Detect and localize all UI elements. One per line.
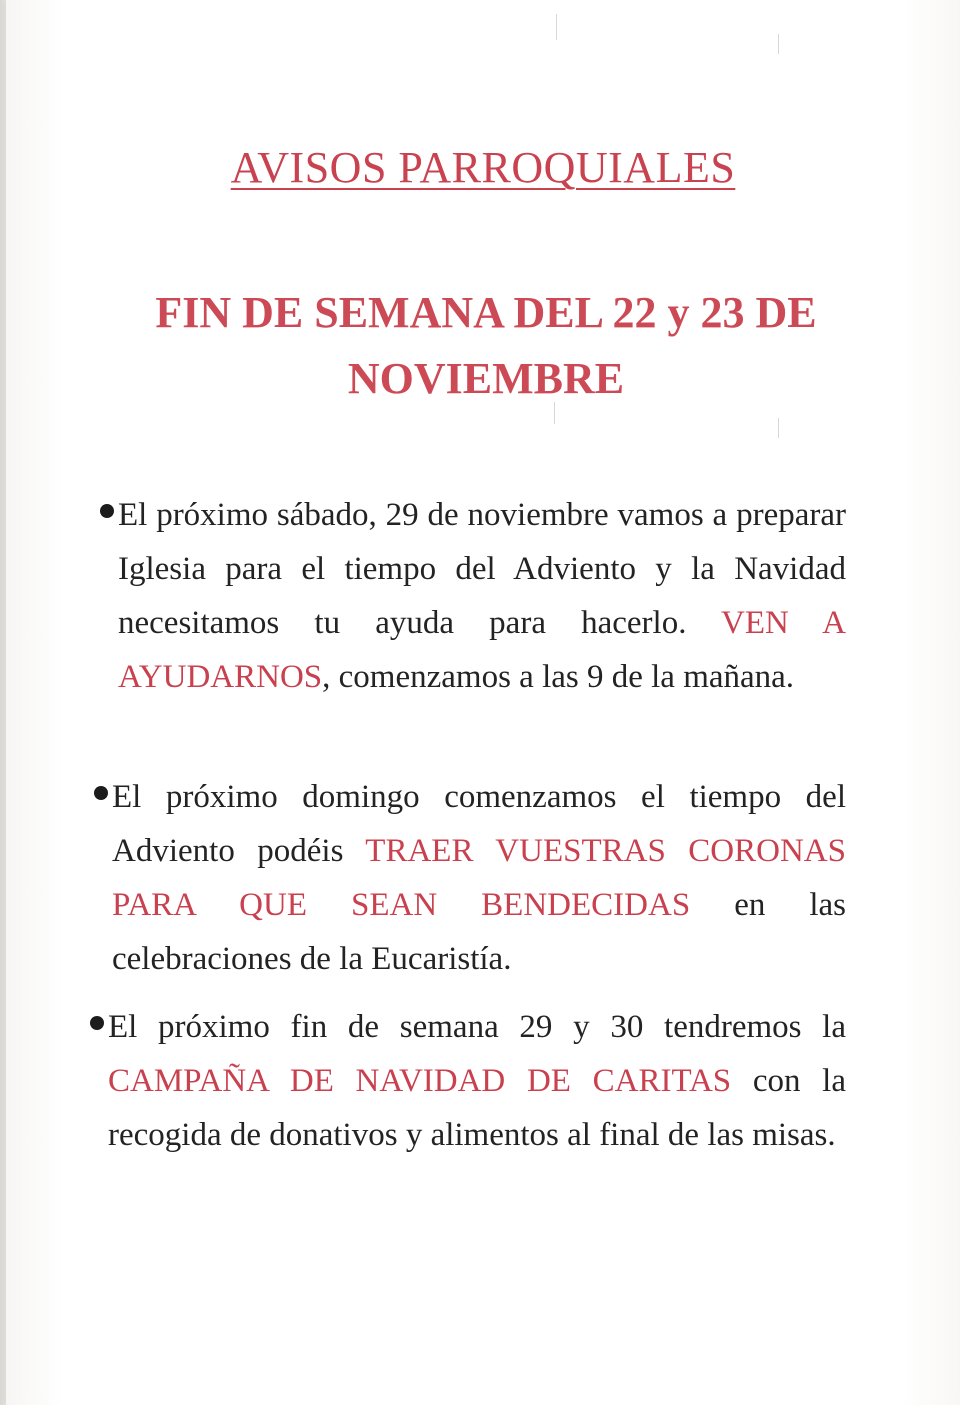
notice-sheet [6,0,960,1405]
notice-text: El próximo domingo comenzamos el tiempo del Adviento podéis [112,779,846,869]
bullet-icon [94,786,108,800]
notice-highlight: TRAER VUESTRAS CORONAS PARA QUE SEAN BENDECIDAS [112,833,846,923]
notice-text: El próximo fin de semana 29 y 30 tendremos la [108,1009,846,1045]
notice-item [108,1000,846,1162]
notice-text: El próximo sábado, 29 de noviembre vamos a preparar Iglesia para el tiempo del Adviento y la Navidad necesitamos tu ayuda para hacerlo. [118,497,846,641]
paper-crease-mark [778,418,779,438]
bullet-icon [90,1016,104,1030]
notice-text: , comenzamos a las 9 de la mañana. [322,659,795,695]
notice-item [112,770,846,986]
notice-highlight: VEN A AYUDARNOS [118,605,846,695]
notice-highlight: CAMPAÑA DE NAVIDAD DE CARITAS [108,1063,732,1099]
page-title [6,142,960,193]
bullet-icon [100,504,114,518]
notice-text: en las celebraciones de la Eucaristía. [112,887,846,977]
notice-text: con la recogida de donativos y alimentos al final de las misas. [108,1063,846,1153]
title-text: AVISOS PARROQUIALES [230,143,736,192]
notice-item [118,488,846,704]
paper-crease-mark [778,34,779,54]
page-subtitle: FIN DE SEMANA DEL 22 y 23 DE NOVIEMBRE [155,288,817,403]
paper-crease-mark [556,14,557,40]
